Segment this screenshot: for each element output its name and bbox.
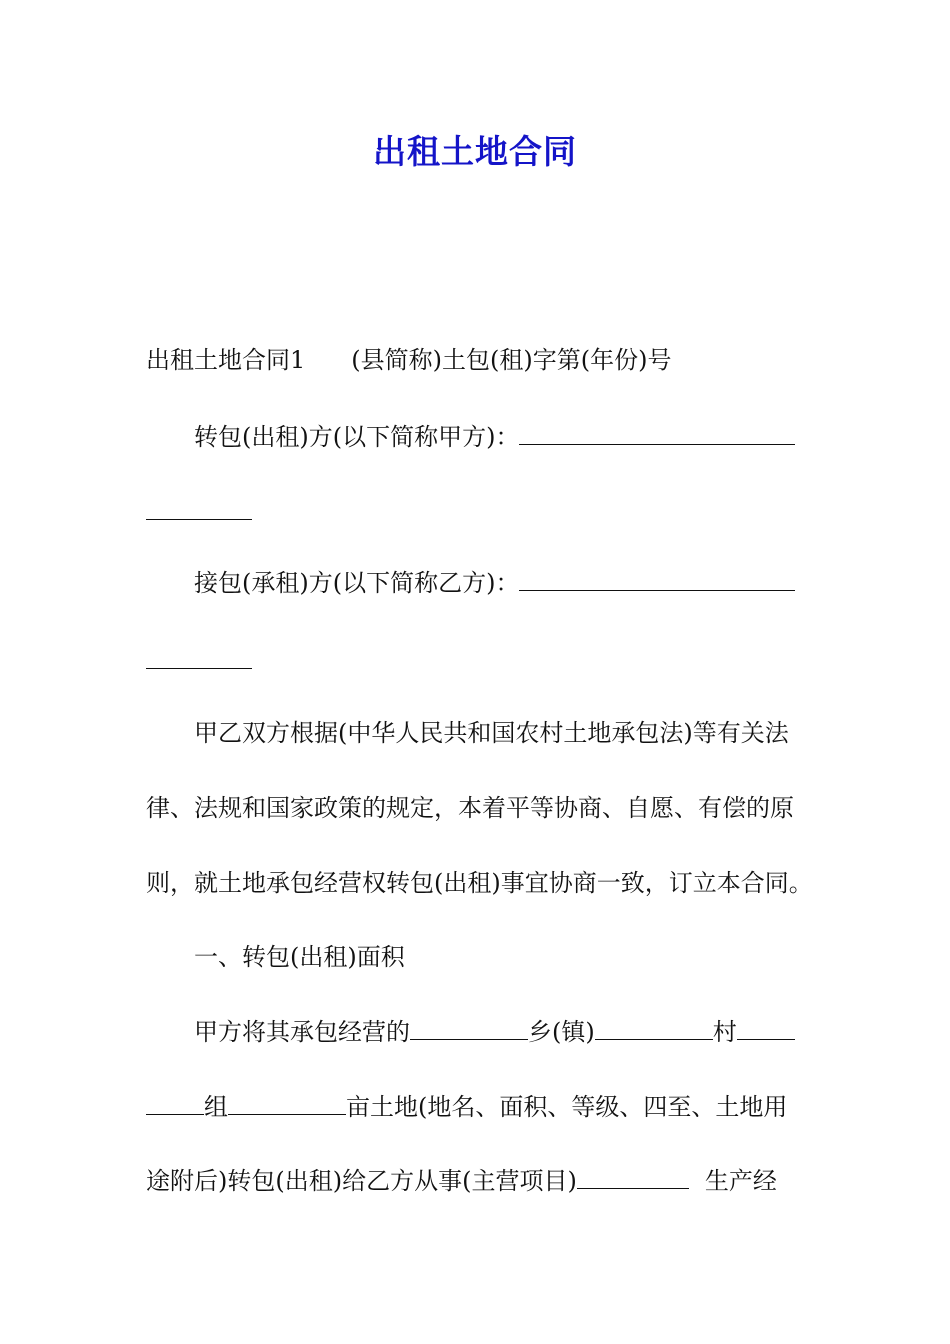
party-b-label: 接包(承租)方(以下简称乙方)： (194, 569, 520, 597)
party-b-blank (519, 570, 795, 591)
township-blank (410, 1019, 528, 1040)
project-blank (577, 1168, 689, 1189)
section-1-text-f: 途附后)转包(出租)给乙方从事(主营项目) (146, 1167, 577, 1195)
header-line (146, 345, 671, 375)
section-1-text-e: 亩土地(地名、面积、等级、四至、土地用 (346, 1093, 788, 1121)
section-1-text-g: 生产经 (704, 1167, 777, 1195)
section-1-line-1 (194, 1017, 795, 1047)
group-blank (737, 1019, 795, 1040)
party-a-blank-continued (146, 518, 252, 520)
party-b-line (194, 568, 795, 598)
intro-line-1: 甲乙双方根据(中华人民共和国农村土地承包法)等有关法 (194, 719, 789, 747)
party-a-label: 转包(出租)方(以下简称甲方)： (194, 423, 520, 451)
party-a-line (194, 422, 795, 452)
section-1-heading: 一、转包(出租)面积 (194, 943, 405, 971)
contract-number: (县简称)土包(租)字第(年份)号 (351, 346, 672, 374)
document-title: 出租土地合同 (373, 132, 577, 171)
section-1-text-d: 组 (204, 1093, 228, 1121)
village-blank (595, 1019, 713, 1040)
area-blank (228, 1094, 346, 1115)
group-blank-continued (146, 1094, 204, 1115)
party-b-blank-continued (146, 667, 252, 669)
contract-name: 出租土地合同1 (146, 346, 306, 374)
intro-line-3: 则，就土地承包经营权转包(出租)事宜协商一致，订立本合同。 (146, 869, 813, 897)
section-1-line-3 (146, 1166, 777, 1196)
section-1-text-b: 乡(镇) (528, 1018, 595, 1046)
section-1-text-a: 甲方将其承包经营的 (194, 1018, 410, 1046)
intro-line-2: 律、法规和国家政策的规定，本着平等协商、自愿、有偿的原 (146, 794, 794, 822)
section-1-line-2 (146, 1092, 787, 1122)
party-a-blank (519, 424, 795, 445)
section-1-text-c: 村 (712, 1018, 737, 1046)
